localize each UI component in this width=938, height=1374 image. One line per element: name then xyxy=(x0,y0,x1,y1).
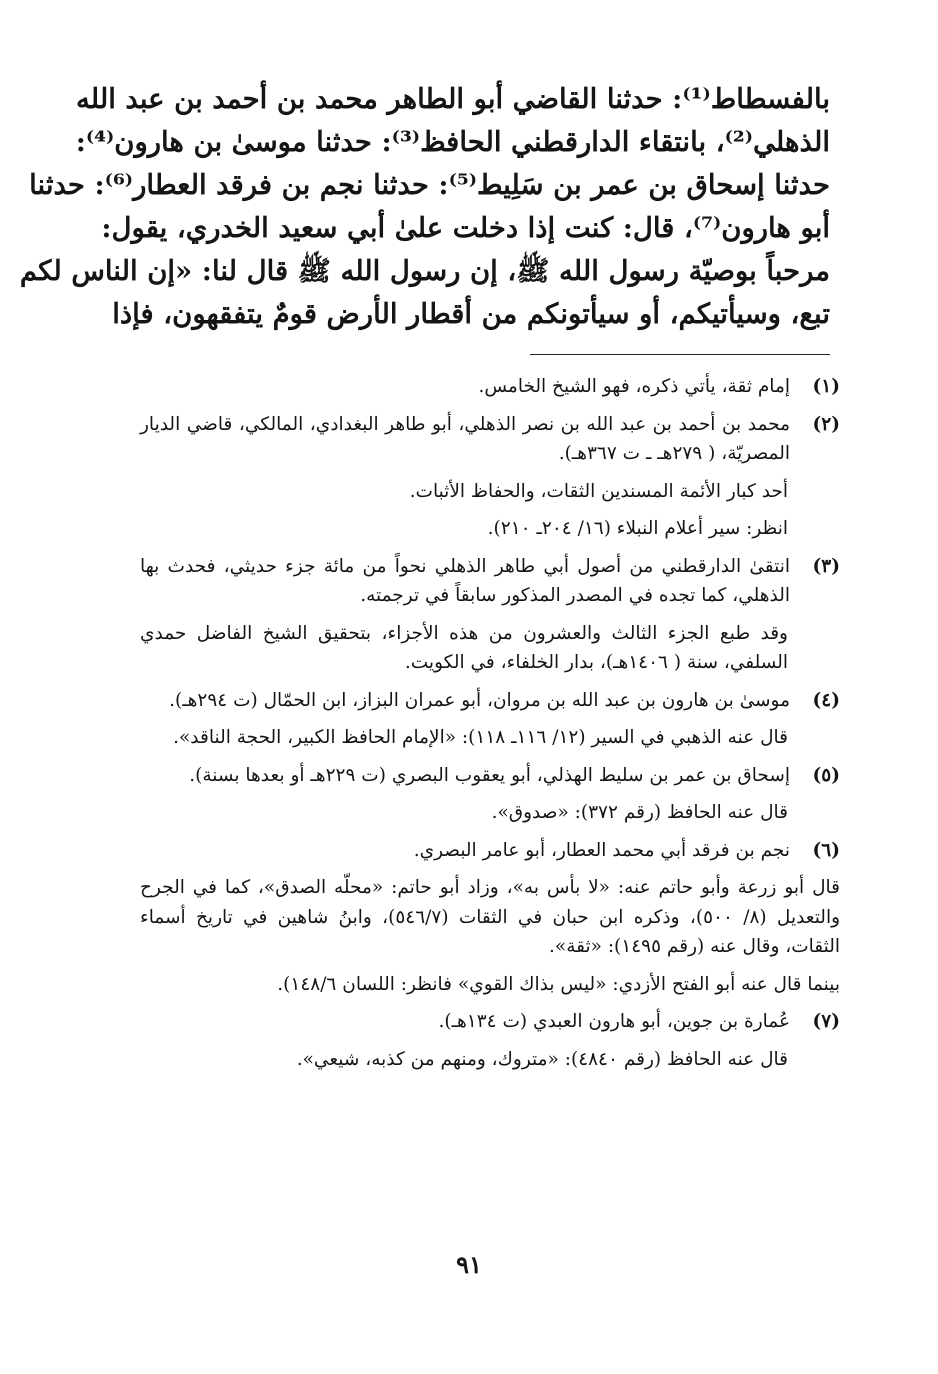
footnote-number: (٧) xyxy=(812,1011,840,1032)
footnote-text: أحد كبار الأئمة المسندين الثقات، والحفاظ الأثبات. xyxy=(409,480,788,502)
footnote-7 xyxy=(140,1007,840,1074)
footnote-text: قال عنه الحافظ (رقم ٤٨٤٠): «متروك، ومنهم من كذبه، شيعي». xyxy=(296,1048,788,1070)
footnote-number: (٢) xyxy=(812,413,840,435)
footnote-text: انظر: سير أعلام النبلاء (١٦/ ٢٠٤ـ ٢١٠). xyxy=(487,518,788,539)
main-text-line: بالفسطاط⁽¹⁾: حدثنا القاضي أبو الطاهر محمد بن أحمد بن عبد الله xyxy=(75,83,830,115)
main-text-line: أبو هارون⁽⁷⁾، قال: كنت إذا دخلت علىٰ أبي سعيد الخدري، يقول: xyxy=(101,212,830,244)
footnote-number: (١) xyxy=(812,376,840,397)
footnotes xyxy=(140,372,840,1082)
footnote-2 xyxy=(140,410,840,544)
footnote-3 xyxy=(140,552,840,678)
main-text-line: الذهلي⁽²⁾، بانتقاء الدارقطني الحافظ⁽³⁾: حدثنا موسىٰ بن هارون⁽⁴⁾: xyxy=(75,126,830,158)
footnote-5 xyxy=(140,761,840,828)
main-text-line: مرحباً بوصيّة رسول الله ﷺ، إن رسول الله ﷺ قال لنا: «إن الناس لكم xyxy=(19,255,830,287)
footnote-number: (٥) xyxy=(812,764,840,786)
footnote-text: قال أبو زرعة وأبو حاتم عنه: «لا بأس به»، وزاد أبو حاتم: «محلّه الصدق»، كما في الجرح والتعديل (٨/ ٥٠٠)، وذكره ابن حبان في الثقات (٥٤٦/٧)، وابنُ شاهين في تاريخ أسماء الثقات، وقال عنه (رقم ١٤٩٥): «ثقة». xyxy=(140,877,841,957)
footnote-4 xyxy=(140,686,840,753)
page-number: ٩١ xyxy=(456,1250,482,1279)
main-text-line: حدثنا إسحاق بن عمر بن سَلِيط⁽⁵⁾: حدثنا نجم بن فرقد العطار⁽⁶⁾: حدثنا xyxy=(29,169,830,201)
footnote-1 xyxy=(140,372,840,402)
footnote-text: وقد طبع الجزء الثالث والعشرون من هذه الأجزاء، بتحقيق الشيخ الفاضل حمدي السلفي، سنة ( ١٤٠٦هـ)، بدار الخلفاء، في الكويت. xyxy=(140,622,788,673)
footnote-number: (٦) xyxy=(812,839,840,861)
main-text xyxy=(19,78,830,336)
main-text-line: تبع، وسيأتيكم، أو سيأتونكم من أقطار الأرض قومٌ يتفقهون، فإذا xyxy=(112,298,830,330)
footnote-text: قال عنه الحافظ (رقم ٣٧٢): «صدوق». xyxy=(491,802,788,823)
footnote-number: (٤) xyxy=(812,689,840,711)
footnote-separator xyxy=(530,354,830,355)
footnote-text: نجم بن فرقد أبي محمد العطار، أبو عامر البصري. xyxy=(413,839,790,861)
footnote-text: إمام ثقة، يأتي ذكره، فهو الشيخ الخامس. xyxy=(478,376,790,397)
footnote-text: موسىٰ بن هارون بن عبد الله بن مروان، أبو عمران البزاز، ابن الحمّال (ت ٢٩٤هـ). xyxy=(169,689,790,711)
footnote-text: بينما قال عنه أبو الفتح الأزدي: «ليس بذاك القوي» فانظر: اللسان ١٤٨/٦). xyxy=(277,973,840,995)
footnote-text: عُمارة بن جوين، أبو هارون العبدي (ت ١٣٤هـ). xyxy=(438,1011,790,1032)
footnote-text: قال عنه الذهبي في السير (١٢/ ١١٦ـ ١١٨): «الإمام الحافظ الكبير، الحجة الناقد». xyxy=(173,727,788,748)
footnote-text: إسحاق بن عمر بن سليط الهذلي، أبو يعقوب البصري (ت ٢٢٩هـ أو بعدها بسنة). xyxy=(189,764,790,786)
footnote-number: (٣) xyxy=(812,555,840,577)
footnote-text: انتقىٰ الدارقطني من أصول أبي طاهر الذهلي نحواً من مائة جزء حديثي، فحدث بها الذهلي، كما تجده في المصدر المذكور سابقاً في ترجمته. xyxy=(140,555,790,606)
footnote-text: محمد بن أحمد بن عبد الله بن نصر الذهلي، أبو طاهر البغدادي، المالكي، قاضي الديار المصريّة، ( ٢٧٩هـ ـ ت ٣٦٧هـ). xyxy=(140,413,790,464)
footnote-6 xyxy=(140,836,840,1000)
